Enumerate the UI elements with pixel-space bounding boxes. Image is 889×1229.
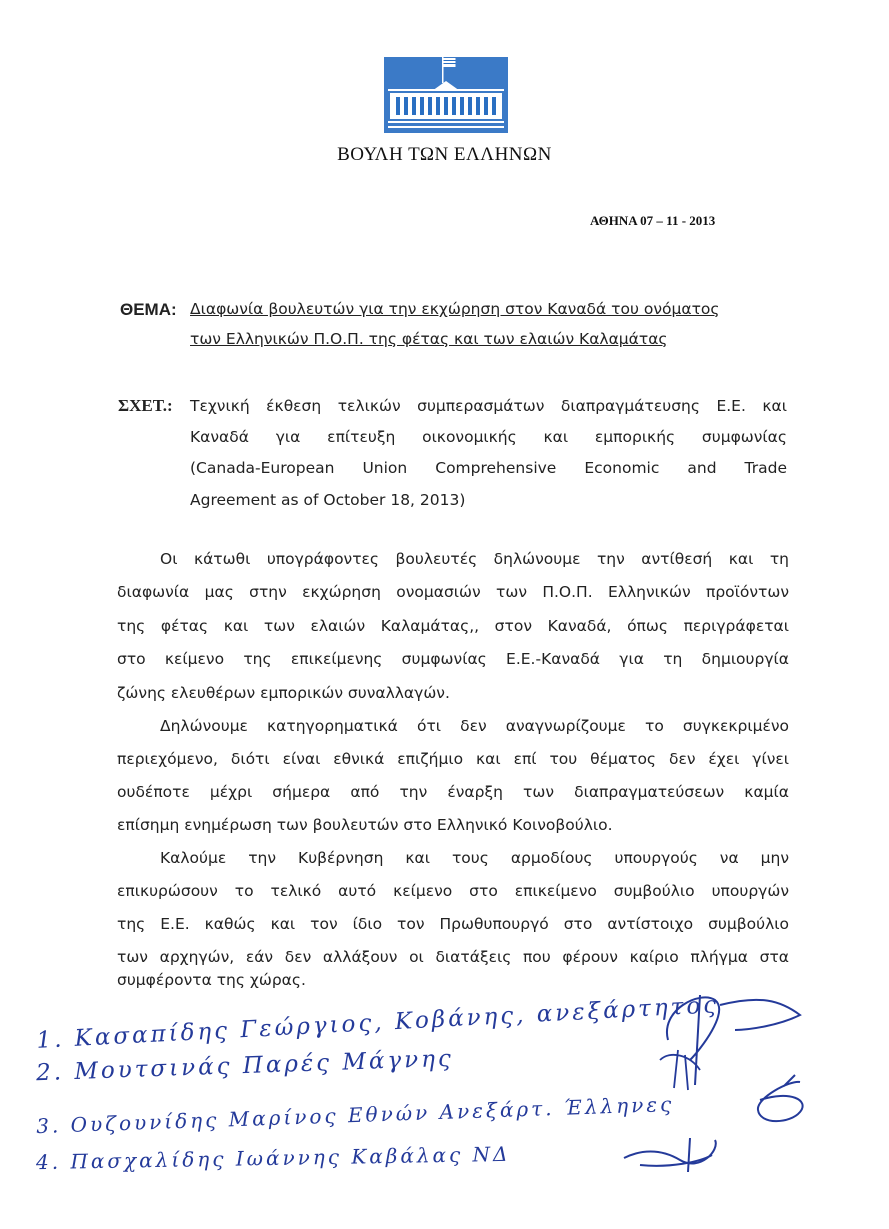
body-line: ουδέποτε μέχρι σήμερα από την έναρξη των διαπραγματεύσεων καμία [117,783,789,801]
body-line: των αρχηγών, εάν δεν αλλάξουν οι διατάξεις που φέρουν καίριο πλήγμα στα [117,948,789,966]
body-line: Καλούμε την Κυβέρνηση και τους αρμοδίους υπουργούς να μην [160,849,789,867]
body-line: Δηλώνουμε κατηγορηματικά ότι δεν αναγνωρίζουμε το συγκεκριμένο [160,717,789,735]
handwritten-signature-line: 4. Πασχαλίδης Ιωάννης Καβάλας ΝΔ [35,1141,511,1175]
reference-line: Agreement as of October 18, 2013) [190,491,466,509]
body-line: της Ε.Ε. καθώς και τον ίδιο τον Πρωθυπουργό στο αντίστοιχο συμβούλιο [117,915,789,933]
body-line: της φέτας και των ελαιών Καλαμάτας,, στον Καναδά, όπως περιγράφεται [117,617,789,635]
reference-line: (Canada-European Union Comprehensive Economic and Trade [190,459,787,477]
body-line: ζώνης ελευθέρων εμπορικών συναλλαγών. [117,684,450,702]
subject-line: Διαφωνία βουλευτών για την εκχώρηση στον Καναδά του ονόματος [190,300,720,318]
reference-line: Καναδά για επίτευξη οικονομικής και εμπορικής συμφωνίας [190,428,787,446]
body-line: συμφέροντα της χώρας. [117,971,306,989]
body-line: επίσημη ενημέρωση των βουλευτών στο Ελληνικό Κοινοβούλιο. [117,816,613,834]
document-date: ΑΘΗΝΑ 07 – 11 - 2013 [590,213,716,228]
handwritten-signature-line: 3. Ουζουνίδης Μαρίνος Εθνών Ανεξάρτ. Έλληνες [35,1091,675,1139]
body-line: Οι κάτωθι υπογράφοντες βουλευτές δηλώνουμε την αντίθεσή και τη [160,550,789,568]
handwritten-signature-line: 2. Μουτσινάς Παρές Μάγνης [35,1045,455,1087]
body-line: επικυρώσουν το τελικό αυτό κείμενο στο επικείμενο συμβούλιο υπουργών [117,882,789,900]
body-line: περιεχόμενο, διότι είναι εθνικά επιζήμιο και επί του θέματος δεν έχει γίνει [117,750,789,768]
reference-label: ΣΧΕΤ.: [118,396,173,415]
body-line: διαφωνία μας στην εκχώρηση ονομασιών των Π.Ο.Π. Ελληνικών προϊόντων [117,583,789,601]
subject-label: ΘΕΜΑ: [120,300,177,319]
handwritten-signature-line: 1. Κασαπίδης Γεώργιος, Κοβάνης, ανεξάρτητος [35,992,720,1054]
body-line: στο κείμενο της επικείμενης συμφωνίας Ε.Ε.-Καναδά για τη δημιουργία [117,650,789,668]
reference-line: Τεχνική έκθεση τελικών συμπερασμάτων διαπραγμάτευσης Ε.Ε. και [190,397,787,415]
institution-name: ΒΟΥΛΗ ΤΩΝ ΕΛΛΗΝΩΝ [337,144,552,165]
subject-line: των Ελληνικών Π.Ο.Π. της φέτας και των ελαιών Καλαμάτας [190,330,668,348]
